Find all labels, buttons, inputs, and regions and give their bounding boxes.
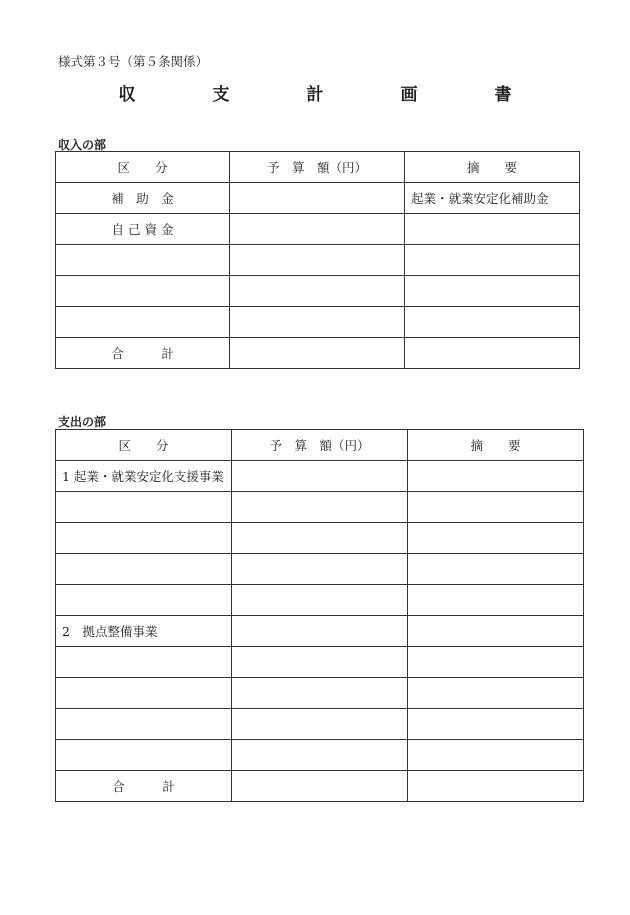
expense-row (56, 492, 584, 523)
expense-row (56, 647, 584, 678)
income-row (56, 307, 580, 338)
expense-header-row (56, 430, 584, 461)
income-total-summary-cell[interactable] (405, 338, 580, 369)
expense-category-cell[interactable]: 1 起業・就業安定化支援事業 (56, 461, 232, 492)
income-header-budget: 予 算 額（円） (230, 152, 405, 183)
income-category-cell[interactable]: 自 己 資 金 (56, 214, 230, 245)
form-number: 様式第３号（第５条関係） (58, 54, 209, 69)
expense-category-cell[interactable] (56, 647, 232, 678)
expense-budget-cell[interactable] (232, 647, 408, 678)
income-category-cell[interactable] (56, 276, 230, 307)
income-category-cell[interactable] (56, 307, 230, 338)
expense-total-label: 合 計 (56, 771, 232, 802)
expense-category-cell[interactable] (56, 492, 232, 523)
income-budget-cell[interactable] (230, 183, 405, 214)
expense-row (56, 616, 584, 647)
income-header-row (56, 152, 580, 183)
income-budget-cell[interactable] (230, 276, 405, 307)
expense-category-cell[interactable] (56, 740, 232, 771)
income-budget-cell[interactable] (230, 214, 405, 245)
expense-summary-cell[interactable] (408, 616, 584, 647)
expense-row (56, 678, 584, 709)
expense-header-category: 区 分 (56, 430, 232, 461)
income-total-row (56, 338, 580, 369)
expense-budget-cell[interactable] (232, 709, 408, 740)
expense-summary-cell[interactable] (408, 709, 584, 740)
income-row (56, 214, 580, 245)
expense-category-cell[interactable] (56, 709, 232, 740)
expense-summary-cell[interactable] (408, 740, 584, 771)
income-table (55, 151, 580, 369)
expense-budget-cell[interactable] (232, 461, 408, 492)
expense-row (56, 461, 584, 492)
income-summary-cell[interactable] (405, 276, 580, 307)
expense-table (55, 429, 584, 802)
expense-category-cell[interactable] (56, 678, 232, 709)
expense-row (56, 554, 584, 585)
income-section-label: 収入の部 (58, 138, 107, 152)
income-row (56, 276, 580, 307)
income-row (56, 183, 580, 214)
expense-category-cell[interactable] (56, 585, 232, 616)
expense-summary-cell[interactable] (408, 554, 584, 585)
document-title: 収 支 計 画 書 (118, 85, 542, 105)
expense-summary-cell[interactable] (408, 523, 584, 554)
expense-header-summary: 摘 要 (408, 430, 584, 461)
income-row (56, 245, 580, 276)
expense-row (56, 709, 584, 740)
expense-section-label: 支出の部 (58, 415, 107, 429)
expense-budget-cell[interactable] (232, 616, 408, 647)
expense-budget-cell[interactable] (232, 740, 408, 771)
expense-budget-cell[interactable] (232, 585, 408, 616)
income-summary-cell[interactable] (405, 307, 580, 338)
expense-budget-cell[interactable] (232, 678, 408, 709)
expense-category-cell[interactable] (56, 554, 232, 585)
expense-row (56, 740, 584, 771)
income-total-label: 合 計 (56, 338, 230, 369)
expense-budget-cell[interactable] (232, 554, 408, 585)
expense-total-summary-cell[interactable] (408, 771, 584, 802)
expense-summary-cell[interactable] (408, 585, 584, 616)
expense-category-cell[interactable]: 2 拠点整備事業 (56, 616, 232, 647)
expense-total-row (56, 771, 584, 802)
expense-total-budget-cell[interactable] (232, 771, 408, 802)
income-summary-cell[interactable] (405, 245, 580, 276)
expense-budget-cell[interactable] (232, 492, 408, 523)
income-budget-cell[interactable] (230, 307, 405, 338)
expense-summary-cell[interactable] (408, 647, 584, 678)
expense-summary-cell[interactable] (408, 678, 584, 709)
income-header-summary: 摘 要 (405, 152, 580, 183)
income-summary-cell[interactable] (405, 214, 580, 245)
expense-header-budget: 予 算 額（円） (232, 430, 408, 461)
expense-category-cell[interactable] (56, 523, 232, 554)
income-total-budget-cell[interactable] (230, 338, 405, 369)
expense-row (56, 523, 584, 554)
income-category-cell[interactable] (56, 245, 230, 276)
expense-budget-cell[interactable] (232, 523, 408, 554)
income-header-category: 区 分 (56, 152, 230, 183)
expense-summary-cell[interactable] (408, 492, 584, 523)
expense-row (56, 585, 584, 616)
income-budget-cell[interactable] (230, 245, 405, 276)
income-summary-cell[interactable]: 起業・就業安定化補助金 (405, 183, 580, 214)
income-category-cell[interactable]: 補 助 金 (56, 183, 230, 214)
expense-summary-cell[interactable] (408, 461, 584, 492)
